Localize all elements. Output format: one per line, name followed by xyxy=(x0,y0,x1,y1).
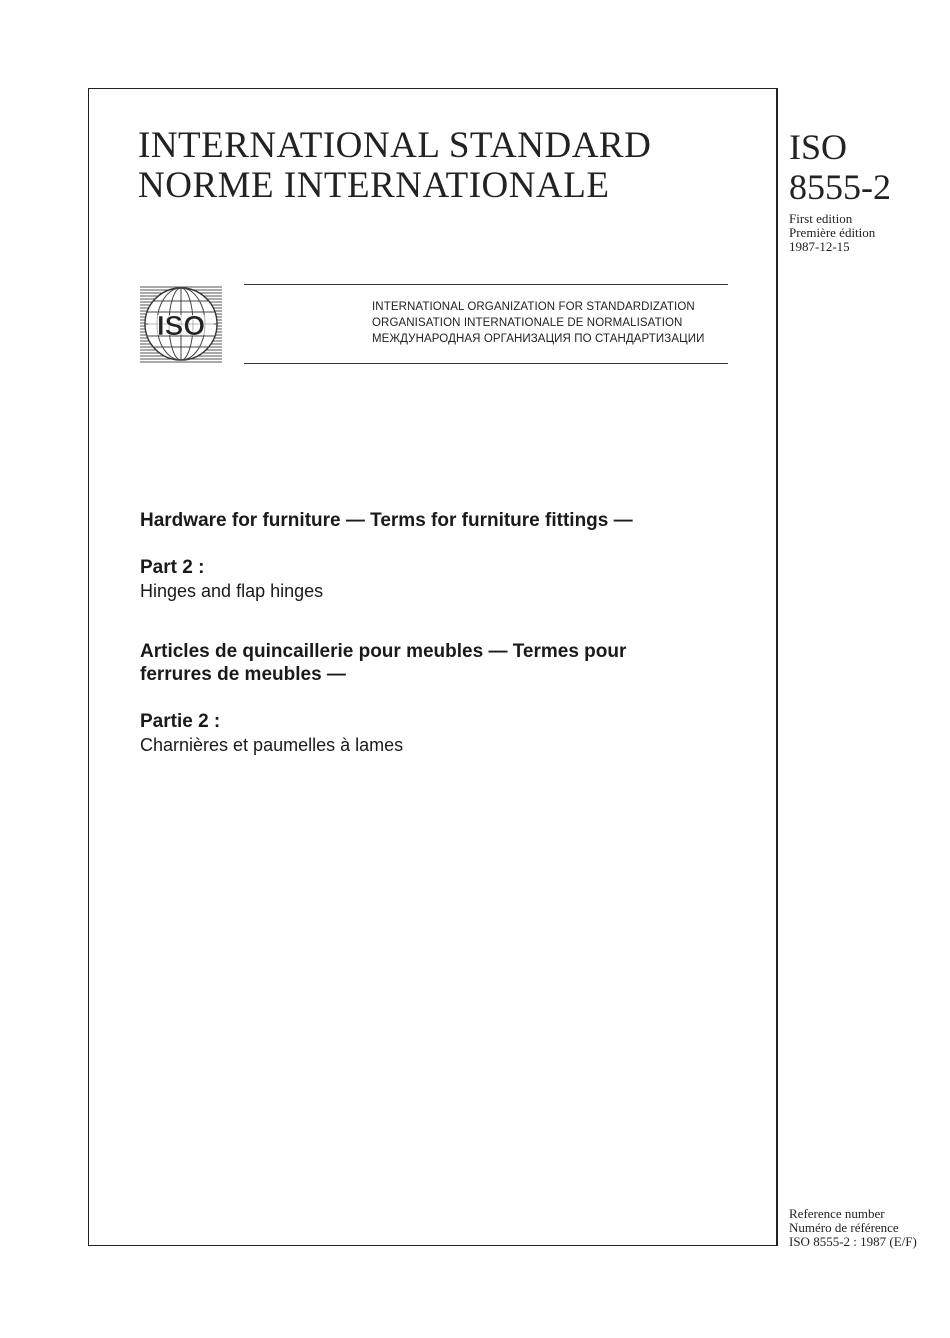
logo-text: ISO xyxy=(156,310,206,341)
french-main-title-line1: Articles de quincaillerie pour meubles — Termes pour xyxy=(140,641,627,662)
french-subtitle: Charnières et paumelles à lames xyxy=(140,735,404,755)
english-main-title: Hardware for furniture — Terms for furniture fittings — xyxy=(140,510,633,531)
standard-number: 8555-2 xyxy=(789,167,891,207)
edition-block xyxy=(789,212,875,254)
french-main-title-line2: ferrures de meubles — xyxy=(140,664,346,685)
organization-russian: МЕЖДУНАРОДНАЯ ОРГАНИЗАЦИЯ ПО СТАНДАРТИЗАЦИИ xyxy=(372,333,705,345)
edition-date: 1987-12-15 xyxy=(789,239,850,254)
edition-french: Première édition xyxy=(789,225,876,240)
reference-block xyxy=(789,1207,917,1249)
iso-globe-logo-icon xyxy=(140,284,222,364)
english-subtitle: Hinges and flap hinges xyxy=(140,581,324,601)
english-part-label: Part 2 : xyxy=(140,557,205,578)
organization-english: INTERNATIONAL ORGANIZATION FOR STANDARDIZATION xyxy=(372,301,695,313)
reference-french: Numéro de référence xyxy=(789,1220,899,1235)
title-english: INTERNATIONAL STANDARD xyxy=(138,125,652,166)
french-part-label: Partie 2 : xyxy=(140,711,221,732)
title-french: NORME INTERNATIONALE xyxy=(138,165,610,206)
iso-label: ISO xyxy=(789,127,848,167)
organization-names xyxy=(372,299,730,347)
top-rule xyxy=(244,284,728,285)
standard-title xyxy=(138,126,651,206)
edition-english: First edition xyxy=(789,211,853,226)
reference-english: Reference number xyxy=(789,1206,885,1221)
organization-french: ORGANISATION INTERNATIONALE DE NORMALISATION xyxy=(372,317,683,329)
reference-code: ISO 8555-2 : 1987 (E/F) xyxy=(789,1234,917,1249)
bottom-rule xyxy=(244,363,728,364)
frame-divider xyxy=(776,88,778,1246)
